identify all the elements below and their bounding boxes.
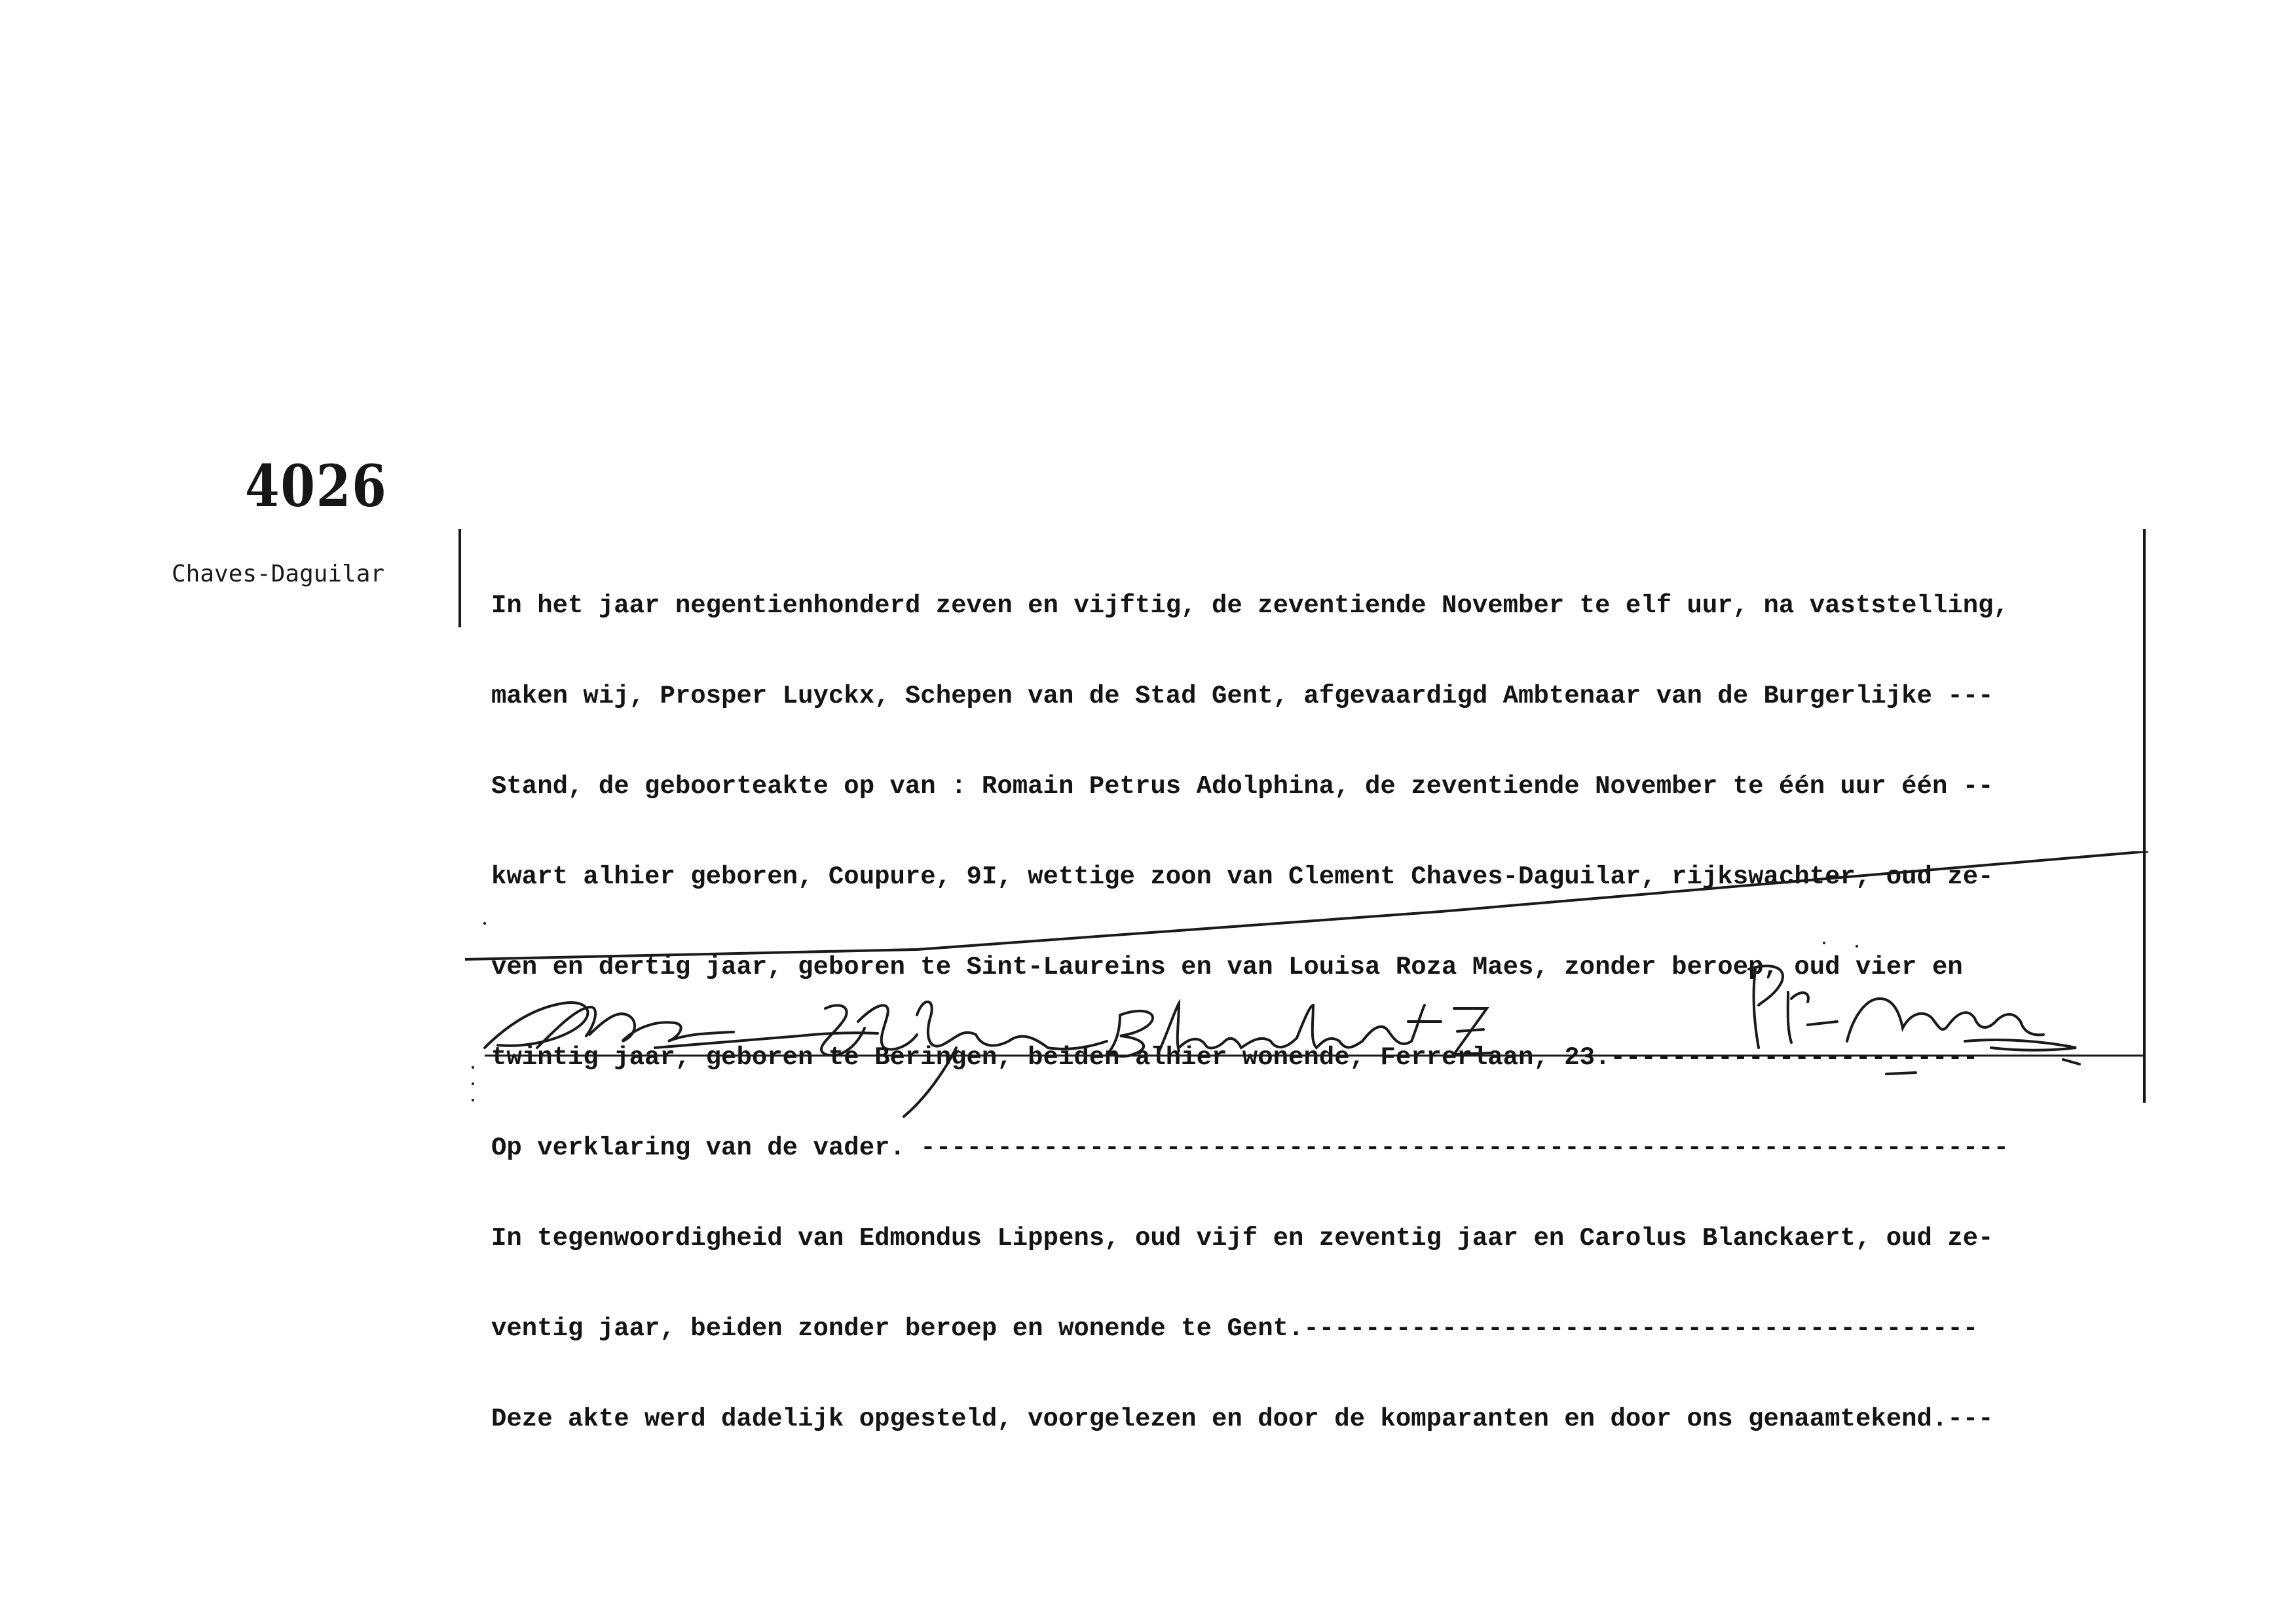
deed-line: Stand, de geboorteakte op van : Romain Petrus Adolphina, de zeventiende November te één uur één -- — [491, 772, 1994, 801]
signature-area — [458, 851, 2161, 1126]
slope-rule — [465, 851, 2148, 959]
ink-dot — [472, 1082, 474, 1085]
signature-lippens — [821, 1002, 1107, 1116]
ink-dot — [1856, 945, 1858, 948]
signature-blanckaert — [1107, 1003, 1490, 1056]
deed-line: Deze akte werd dadelijk opgesteld, voorgelezen en door de komparanten en door ons genaamtekend.--- — [491, 1405, 1994, 1433]
ink-dot — [472, 1066, 474, 1069]
left-margin-rule — [458, 529, 461, 627]
deed-line: ven en dertig jaar, geboren te Sint-Laureins en van Louisa Roza Maes, zonder beroep, oud vier en — [491, 953, 1963, 982]
signature-chaves — [485, 1003, 878, 1048]
margin-surname: Chaves-Daguilar — [172, 561, 385, 587]
deed-line: In het jaar negentienhonderd zeven en vijftig, de zeventiende November te elf uur, na vaststelling, — [491, 591, 2009, 620]
ink-dot — [472, 1099, 474, 1101]
signature-luyckx — [1749, 966, 2080, 1074]
deed-line: kwart alhier geboren, Coupure, 9I, wettige zoon van Clement Chaves-Daguilar, rijkswachter, oud ze- — [491, 862, 1994, 891]
deed-line: ventig jaar, beiden zonder beroep en wonende te Gent.-------------------------------------------- — [491, 1314, 1979, 1343]
deed-line: Op verklaring van de vader. ----------------------------------------------------------------------- — [491, 1134, 2009, 1162]
deed-line: In tegenwoordigheid van Edmondus Lippens, oud vijf en zeventig jaar en Carolus Blanckaert, oud ze- — [491, 1224, 1994, 1253]
record-number: 4026 — [245, 452, 388, 520]
ink-dot — [1823, 942, 1825, 944]
ink-dot — [483, 922, 486, 925]
deed-line: maken wij, Prosper Luyckx, Schepen van de Stad Gent, afgevaardigd Ambtenaar van de Burgerlijke --- — [491, 682, 1994, 710]
deed-line: twintig jaar, geboren te Beringen, beiden alhier wonende, Ferrerlaan, 23.------------------------ — [491, 1043, 1979, 1072]
